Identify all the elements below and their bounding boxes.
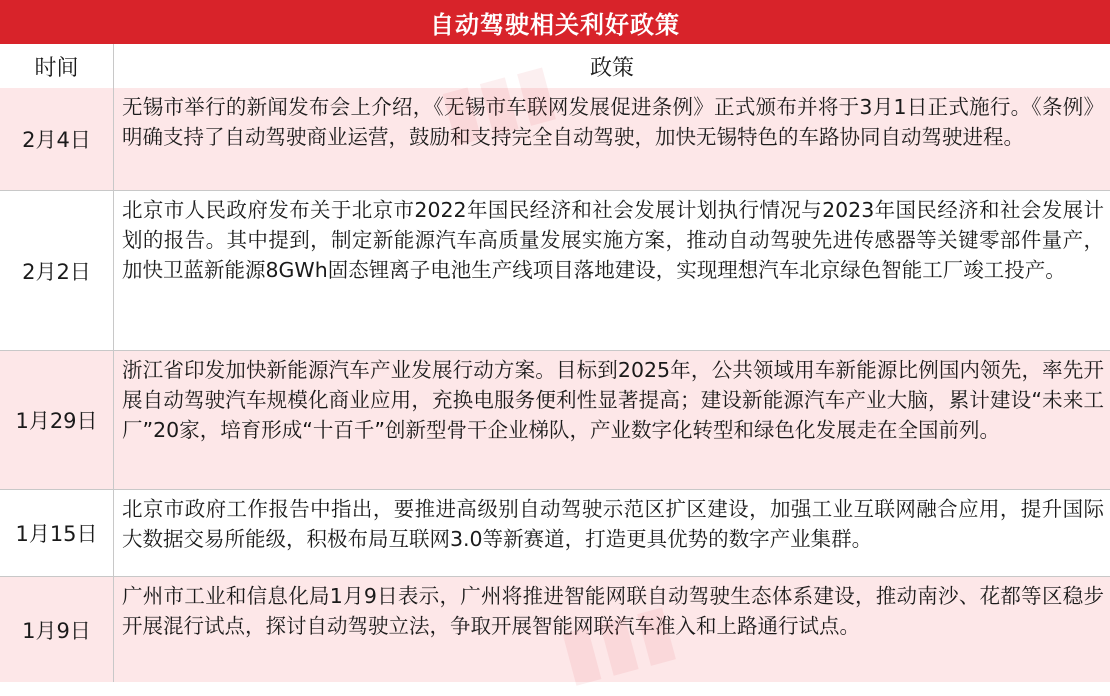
row-date: 1月9日 (0, 577, 114, 682)
header-policy: 政策 (589, 55, 634, 81)
table-row (0, 490, 1110, 577)
table-title: 自动驾驶相关利好政策 (0, 0, 1110, 44)
row-date: 2月2日 (0, 191, 114, 350)
row-date: 1月15日 (0, 490, 114, 576)
table-header (0, 44, 1110, 89)
row-policy-text: 北京市人民政府发布关于北京市2022年国民经济和社会发展计划执行情况与2023年国民经济和社会发展计划的报告。其中提到，制定新能源汽车高质量发展实施方案，推动自动驾驶先进传感器等关键零部件量产，加快卫蓝新能源8GWh固态锂离子电池生产线项目落地建设，实现理想汽车北京绿色智能工厂竣工投产。 (122, 198, 1104, 282)
table-row (0, 191, 1110, 351)
row-policy-text: 浙江省印发加快新能源汽车产业发展行动方案。目标到2025年，公共领域用车新能源比例国内领先，率先开展自动驾驶汽车规模化商业应用，充换电服务便利性显著提高；建设新能源汽车产业大脑，累计建设“未来工厂”20家，培育形成“十百千”创新型骨干企业梯队，产业数字化转型和绿色化发展走在全国前列。 (122, 358, 1104, 442)
table-row (0, 88, 1110, 191)
row-date: 2月4日 (0, 88, 114, 190)
row-policy-text: 北京市政府工作报告中指出，要推进高级别自动驾驶示范区扩区建设，加强工业互联网融合应用，提升国际大数据交易所能级，积极布局互联网3.0等新赛道，打造更具优势的数字产业集群。 (122, 497, 1104, 551)
row-date: 1月29日 (0, 351, 114, 489)
table-row (0, 577, 1110, 682)
row-policy-text: 广州市工业和信息化局1月9日表示，广州将推进智能网联自动驾驶生态体系建设，推动南沙、花都等区稳步开展混行试点，探讨自动驾驶立法，争取开展智能网联汽车准入和上路通行试点。 (122, 584, 1104, 638)
table-row (0, 351, 1110, 490)
row-policy-text: 无锡市举行的新闻发布会上介绍，《无锡市车联网发展促进条例》正式颁布并将于3月1日正式施行。《条例》明确支持了自动驾驶商业运营，鼓励和支持完全自动驾驶，加快无锡特色的车路协同自动驾驶进程。 (122, 95, 1104, 149)
header-time: 时间 (0, 44, 114, 88)
